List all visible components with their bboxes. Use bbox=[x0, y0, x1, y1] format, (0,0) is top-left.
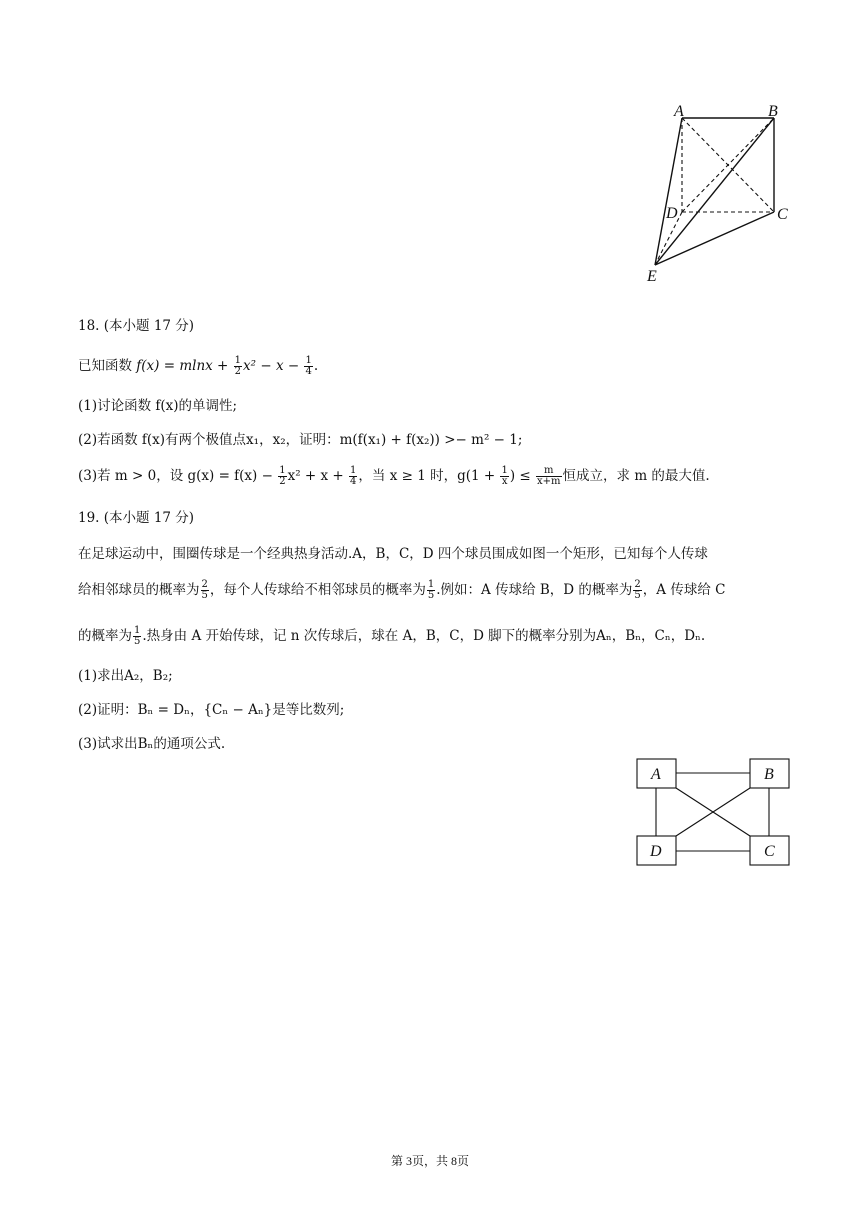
frac-num: 1 bbox=[350, 465, 357, 476]
frac bbox=[201, 580, 209, 601]
frac bbox=[633, 580, 641, 601]
label-b: B bbox=[768, 103, 778, 120]
q18-part3 bbox=[78, 466, 710, 487]
q18-stem-end: . bbox=[313, 358, 319, 374]
frac bbox=[536, 466, 562, 487]
frac bbox=[349, 466, 357, 487]
q18-formula-b: x² − x − bbox=[243, 358, 304, 374]
q19-part1: (1)求出A₂，B₂; bbox=[78, 668, 173, 684]
frac-num: 2 bbox=[201, 579, 208, 590]
q19-l2-d: ，A 传球给 C bbox=[642, 582, 726, 598]
label-e: E bbox=[647, 268, 657, 285]
q19-l2-b: ，每个人传球给不相邻球员的概率为 bbox=[209, 582, 426, 598]
q19-l3-a: 的概率为 bbox=[78, 628, 132, 644]
q18-p3-c: ，当 x ≥ 1 时，g(1 + bbox=[358, 468, 500, 484]
box-d-label: D bbox=[650, 843, 662, 860]
q19-l2-a: 给相邻球员的概率为 bbox=[78, 582, 200, 598]
frac bbox=[234, 356, 242, 377]
frac-den: 5 bbox=[134, 636, 141, 647]
box-a-label: A bbox=[651, 766, 661, 783]
q18-part1: (1)讨论函数 f(x)的单调性; bbox=[78, 398, 238, 414]
q19-part3: (3)试求出Bₙ的通项公式. bbox=[78, 736, 226, 752]
frac-den: 5 bbox=[634, 590, 641, 601]
frac-den: 2 bbox=[234, 366, 242, 377]
q19-line3 bbox=[78, 626, 705, 647]
frac bbox=[500, 466, 508, 487]
frac-num: 1 bbox=[305, 355, 312, 366]
frac bbox=[133, 626, 141, 647]
pyramid-figure bbox=[640, 100, 800, 290]
frac-num: 1 bbox=[234, 355, 242, 366]
frac-num: 1 bbox=[134, 625, 141, 636]
q18-header: 18. (本小题 17 分) bbox=[78, 318, 195, 334]
label-a: A bbox=[674, 103, 684, 120]
page-footer: 第 3页，共 8页 bbox=[390, 1154, 469, 1168]
q18-part2: (2)若函数 f(x)有两个极值点x₁，x₂，证明：m(f(x₁) + f(x₂)) >− m² − 1; bbox=[78, 432, 523, 448]
label-d: D bbox=[666, 205, 678, 222]
frac-num: 1 bbox=[279, 465, 286, 476]
q18-stem bbox=[78, 356, 318, 377]
box-c-label: C bbox=[764, 843, 775, 860]
q19-line1: 在足球运动中，围圈传球是一个经典热身活动.A，B，C，D 四个球员围成如图一个矩形，已知每个人传球 bbox=[78, 546, 708, 562]
frac-num: m bbox=[536, 466, 562, 477]
q18-p3-e: 恒成立，求 m 的最大值. bbox=[562, 468, 710, 484]
frac bbox=[304, 356, 312, 377]
frac-den: x bbox=[501, 476, 508, 487]
q18-p3-b: x² + x + bbox=[287, 468, 349, 484]
q19-l2-c: .例如：A 传球给 B，D 的概率为 bbox=[436, 582, 633, 598]
q19-part2: (2)证明：Bₙ = Dₙ，{Cₙ − Aₙ}是等比数列; bbox=[78, 702, 345, 718]
frac-den: 4 bbox=[350, 476, 357, 487]
q18-p3-a: (3)若 m > 0，设 g(x) = f(x) − bbox=[78, 468, 278, 484]
frac-den: x+m bbox=[537, 476, 561, 487]
players-figure bbox=[630, 752, 800, 872]
frac bbox=[278, 466, 286, 487]
frac-den: 5 bbox=[201, 590, 208, 601]
frac-den: 2 bbox=[279, 476, 286, 487]
q18-p3-d: ) ≤ bbox=[509, 468, 536, 484]
frac-den: 4 bbox=[305, 366, 312, 377]
frac-num: 1 bbox=[427, 579, 435, 590]
box-b-label: B bbox=[764, 766, 774, 783]
q18-formula-a: f(x) = mlnx + bbox=[136, 358, 233, 374]
q18-stem-prefix: 已知函数 bbox=[78, 358, 137, 374]
q19-l3-b: .热身由 A 开始传球，记 n 次传球后，球在 A，B，C，D 脚下的概率分别为Aₙ，Bₙ，Cₙ，Dₙ. bbox=[142, 628, 706, 644]
frac-num: 1 bbox=[501, 465, 508, 476]
frac-num: 2 bbox=[634, 579, 641, 590]
q19-line2 bbox=[78, 580, 725, 601]
frac-den: 5 bbox=[427, 590, 435, 601]
q19-header: 19. (本小题 17 分) bbox=[78, 510, 195, 526]
frac bbox=[427, 580, 435, 601]
label-c: C bbox=[777, 206, 788, 223]
